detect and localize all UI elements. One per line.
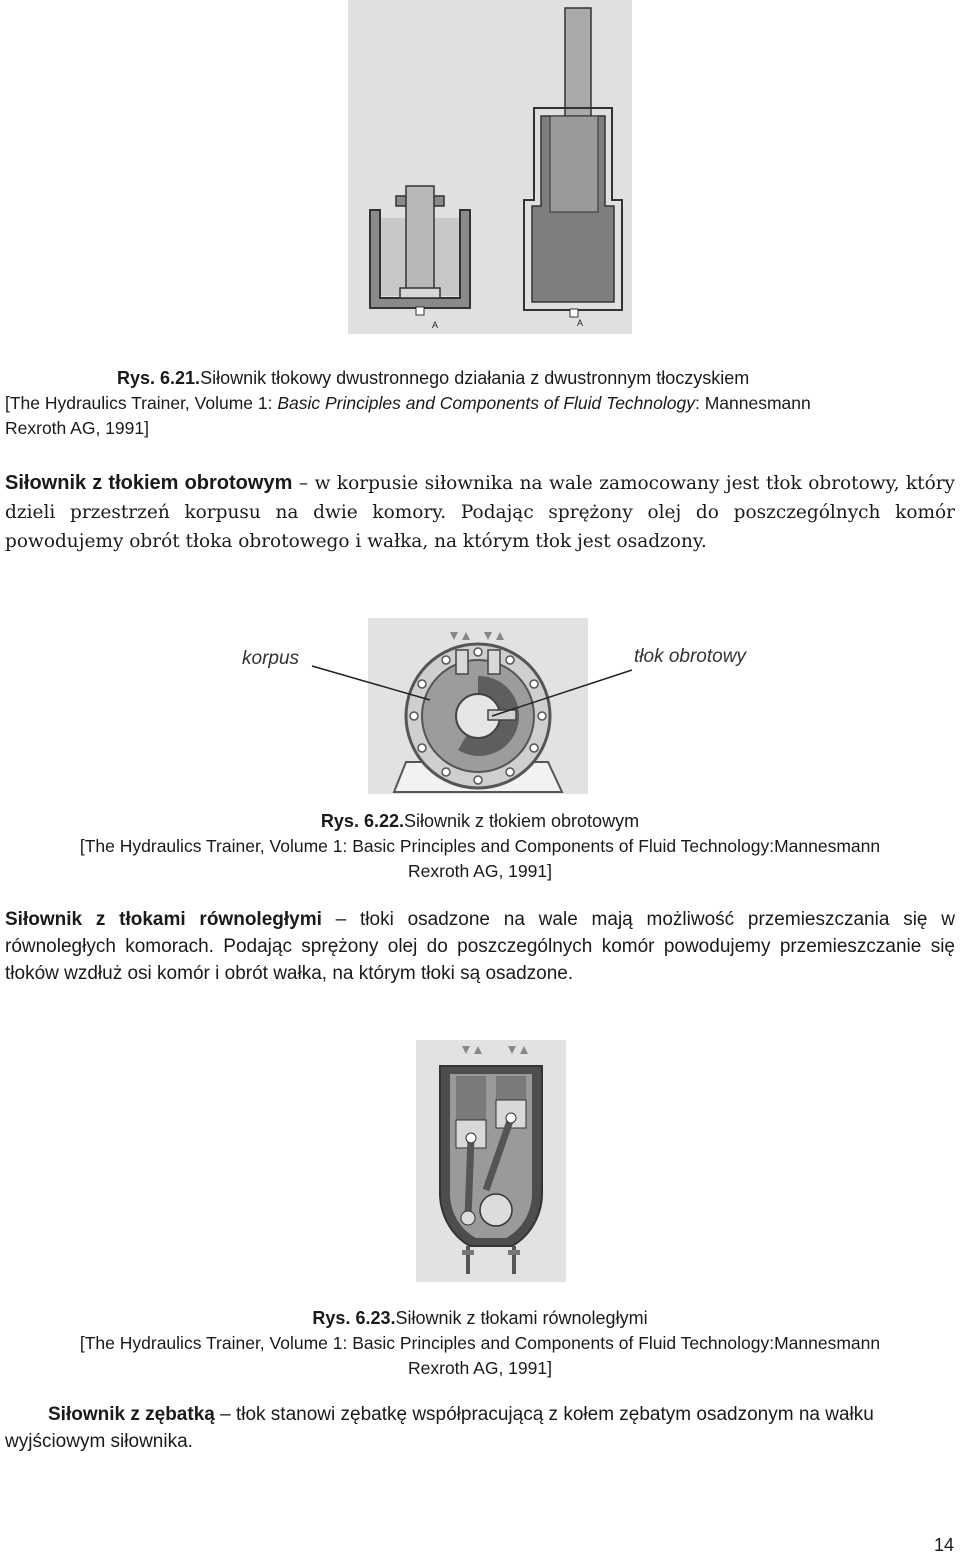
figure-title: Siłownik z tłokami równoległymi [395,1308,648,1328]
paragraph-heading: Siłownik z tłokiem obrotowym [5,472,293,494]
paragraph-parallel-pistons [5,906,955,987]
figure-6-21-image [348,0,632,334]
paragraph-rack-actuator [5,1401,955,1455]
figure-label: Rys. 6.23. [312,1308,396,1328]
figure-title: Siłownik z tłokiem obrotowym [403,811,640,831]
label-korpus: korpus [242,648,300,669]
figure-title: Siłownik tłokowy dwustronnego działania z dwustronnym tłoczyskiem [200,368,750,388]
paragraph-body: – tłoki osadzone na wale mają możliwość przemieszczania się w równoległych komorach. Podając sprężony olej do poszczególnych komór powodujemy przemieszczanie się tłoków wzdłuż osi komór i obrót wałka, na którym tłoki są osadzone. [5,909,955,984]
paragraph-heading: Siłownik z tłokami równoległymi [5,909,322,930]
rotary-piston-drawing [230,616,790,796]
figure-6-23-source [0,1331,960,1381]
paragraph-body: – tłok stanowi zębatkę współpracującą z kołem zębatym osadzonym na wałku wyjściowym siłownika. [5,1404,874,1452]
source-text: [The Hydraulics Trainer, Volume 1: Basic Principles and Components of Fluid Technology:Mannesmann [79,1333,881,1353]
figure-6-22-caption [0,809,960,834]
figure-label: Rys. 6.22. [320,811,404,831]
source-title-italic: Basic Principles and Components of Fluid Technology [277,393,695,413]
source-text: [The Hydraulics Trainer, Volume 1: Basic Principles and Components of Fluid Technology:Mannesmann [79,836,881,856]
source-publisher: : Mannesmann [695,393,811,413]
source-publisher-line2: Rexroth AG, 1991] [408,1358,552,1378]
paragraph-heading: Siłownik z zębatką [48,1404,215,1425]
figure-6-21-caption [117,366,957,391]
port-marker-a-small: A [432,320,439,330]
paragraph-rotary-piston [5,469,955,556]
figure-6-22-image [230,616,790,796]
figure-6-23-image [416,1040,566,1282]
label-tlok-obrotowy: tłok obrotowy [634,646,746,667]
source-publisher-line2: Rexroth AG, 1991] [5,418,149,438]
figure-6-21-source [5,391,960,441]
port-marker-a-large: A [577,318,584,328]
source-text: [The Hydraulics Trainer, Volume 1: [5,393,278,413]
parallel-pistons-drawing [416,1040,566,1282]
figure-6-22-source [0,834,960,884]
source-publisher-line2: Rexroth AG, 1991] [408,861,552,881]
figure-6-23-caption [0,1306,960,1331]
page-number: 14 [933,1535,954,1555]
double-rod-cylinders-drawing [348,0,632,334]
paragraph-body: – w korpusie siłownika na wale zamocowany jest tłok obrotowy, który dzieli przestrzeń korpusu na dwie komory. Podając sprężony olej do poszczególnych komór powodujemy obrót tłoka obrotowego i wałka, na którym tłok jest osadzony. [5,473,956,552]
figure-label: Rys. 6.21. [117,368,201,388]
